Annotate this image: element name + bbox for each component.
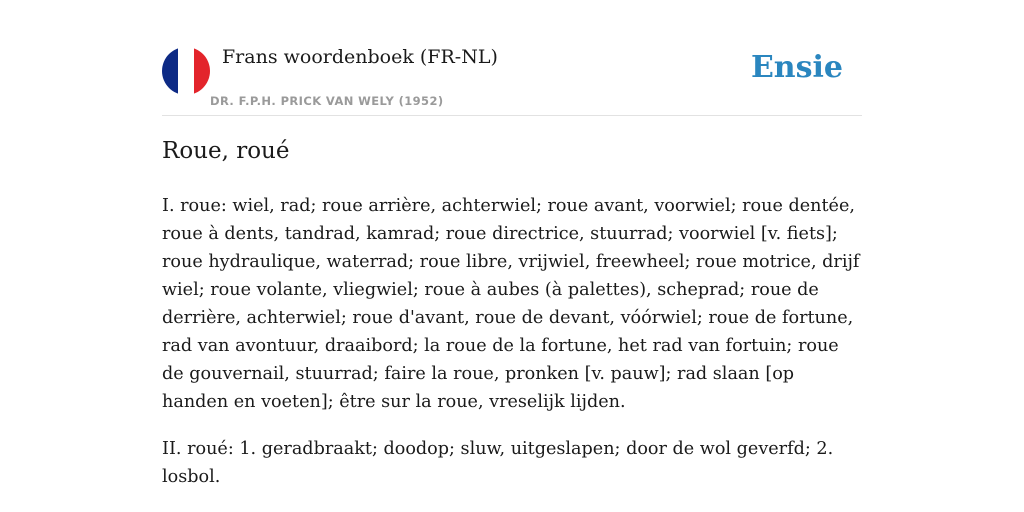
entry-title: Roue, roué (162, 138, 290, 164)
ensie-logo[interactable]: Ensie (750, 50, 843, 85)
france-flag-icon (162, 47, 210, 95)
dictionary-header (162, 40, 862, 116)
definition-roue-accent: II. roué: 1. geradbraakt; doodop; sluw, uitgeslapen; door de wol geverfd; 2. losbol. (162, 439, 834, 487)
flag-stripe-blue (162, 47, 178, 95)
flag-stripe-red (194, 47, 210, 95)
dictionary-title[interactable]: Frans woordenboek (FR-NL) (222, 46, 498, 68)
dictionary-author: DR. F.P.H. PRICK VAN WELY (1952) (210, 94, 444, 108)
flag-stripe-white (178, 47, 194, 95)
definition-roue: I. roue: wiel, rad; roue arrière, achterwiel; roue avant, voorwiel; roue dentée, roue à dents, tandrad, kamrad; roue directrice, stuurrad; voorwiel [v. fiets]; roue hydraulique, waterrad; roue libre, vrijwiel, freewheel; roue motrice, drijf wiel; roue volante, vliegwiel; roue à aubes (à palettes), scheprad; roue de derrière, achterwiel; roue d'avant, roue de devant, vóórwiel; roue de fortune, rad van avontuur, draaibord; la roue de la fortune, het rad van fortuin; roue de gouvernail, stuurrad; faire la roue, pronken [v. pauw]; rad slaan [op handen en voeten]; être sur la roue, vreselijk lijden. (162, 196, 860, 412)
